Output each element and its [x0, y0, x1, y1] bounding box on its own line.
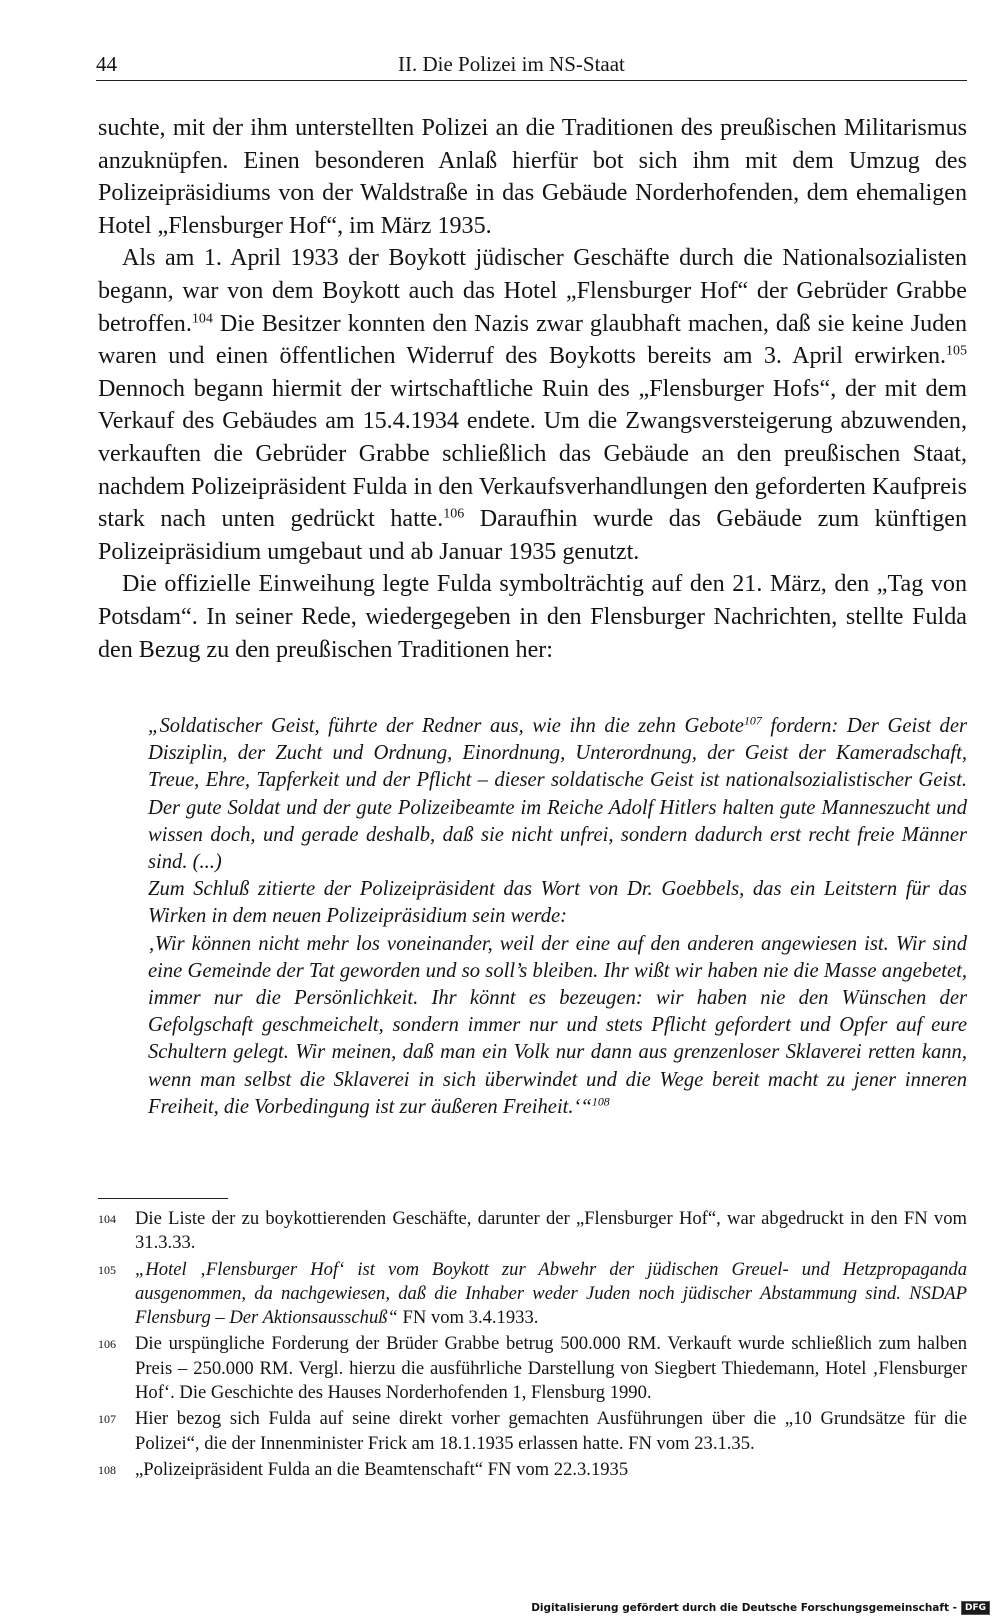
paragraph-1: suchte, mit der ihm unterstellten Polizei an die Traditionen des preußischen Militarismus anzuknüpfen. Einen besonderen Anlaß hierfür bot sich ihm mit dem Umzug des Polizeipräsidiums von der Waldstraße in das Gebäude Norderhofenden, dem ehemaligen Hotel „Flensburger Hof“, im März 1935.: [98, 115, 967, 239]
footnote-text: Die Liste der zu boykottierenden Geschäfte, darunter der „Flensburger Hof“, war abgedruckt in den FN vom 31.3.33.: [135, 1208, 967, 1254]
footnote-108: [98, 1458, 967, 1482]
footnote-text: FN vom 3.4.1933.: [397, 1307, 539, 1329]
footnote-ref-108[interactable]: 108: [591, 1094, 610, 1109]
footnote-number: 107: [98, 1412, 116, 1427]
footnote-number: 105: [98, 1262, 116, 1277]
footnote-text: Die urspüngliche Forderung der Brüder Grabbe betrug 500.000 RM. Verkauft wurde schließlich zum halben Preis – 250.000 RM. Vergl. hierzu die ausführliche Darstellung von Siegbert Thiedemann, Hotel ‚Flensburger Hof‘. Die Geschichte des Hauses Norderhofenden 1, Flensburg 1990.: [135, 1333, 967, 1404]
quote-part-2: Zum Schluß zitierte der Polizeipräsident das Wort von Dr. Goebbels, das ein Leitstern für das Wirken in dem neuen Polizeipräsidium sein werde:: [148, 878, 967, 928]
footnote-divider: [98, 1198, 228, 1199]
paragraph-2-part-1: Als am 1. April 1933 der Boykott jüdischer Geschäfte durch die Nationalsozialisten begann, war von dem Boykott auch das Hotel „Flensburger Hof“ der Gebrüder Grabbe betroffen.: [98, 245, 967, 337]
footnote-text: „Polizeipräsident Fulda an die Beamtenschaft“ FN vom 22.3.1935: [135, 1458, 629, 1480]
footnote-number: 104: [98, 1212, 116, 1226]
footnote-105: [98, 1258, 967, 1331]
paragraph-3: Die offizielle Einweihung legte Fulda symbolträchtig auf den 21. März, den „Tag von Potsdam“. In seiner Rede, wiedergegeben in den Flensburger Nachrichten, stellte Fulda den Bezug zu den preußischen Traditionen her:: [98, 571, 967, 663]
digitization-credit: [531, 1601, 990, 1615]
quote-part-1b: fordern: Der Geist der Disziplin, der Zucht und Ordnung, Einordnung, Unterordnung, der Geist der Kameradschaft, Treue, Ehre, Tapferkeit und der Pflicht – dieser soldatische Geist ist nationalsozialistischer Geist. Der gute Soldat und der gute Polizeibeamte im Reiche Adolf Hitlers halten gute Manneszucht und wissen doch, und gerade deshalb, daß sie nicht unfrei, sondern dadurch erst recht freie Männer sind. (...): [148, 715, 967, 874]
footnotes: [98, 1207, 967, 1484]
paragraph-2: [98, 242, 967, 568]
credit-text: Digitalisierung gefördert durch die Deutsche Forschungsgemeinschaft -: [531, 1602, 957, 1614]
paragraph-2-part-3: Dennoch begann hiermit der wirtschaftliche Ruin des „Flensburger Hofs“, der mit dem Verkauf des Gebäudes am 15.4.1934 endete. Um die Zwangsversteigerung abzuwenden, verkauften die Gebrüder Grabbe schließlich das Gebäude an den preußischen Staat, nachdem Polizeipräsident Fulda in den Verkaufsverhandlungen den geforderten Kaufpreis stark nach unten gedrückt hatte.: [98, 375, 967, 533]
quote-part-3: [148, 931, 967, 1121]
quote-part-3-text: ‚Wir können nicht mehr los voneinander, weil der eine auf den anderen angewiesen ist. Wir sind eine Gemeinde der Tat geworden und so soll’s bleiben. Ihr wißt wir haben nie die Masse angebetet, immer nur die Persönlichkeit. Ihr könnt es bezeugen: wir haben nie den Wünschen der Gefolgschaft geschmeichelt, sondern immer nur und stets Pflicht gefordert und Opfer auf eure Schultern gelegt. Wir meinen, daß man ein Volk nur dann aus grenzenloser Sklaverei retten kann, wenn man selbst die Sklaverei in sich überwindet und die Wege bereit macht zu jener inneren Freiheit, die Vorbedingung ist zur äußeren Freiheit.‘“: [148, 932, 967, 1118]
footnote-number: 106: [98, 1337, 116, 1352]
footnote-ref-106[interactable]: 106: [443, 506, 465, 522]
footnote-text: Hier bezog sich Fulda auf seine direkt vorher gemachten Ausführungen über die „10 Grundsätze für die Polizei“, die der Innenminister Frick am 18.1.1935 erlassen hatte. FN vom 23.1.35.: [135, 1408, 967, 1454]
footnote-number: 108: [98, 1462, 116, 1477]
footnote-104: [98, 1207, 967, 1256]
block-quote: [148, 713, 967, 1121]
page-number: 44: [96, 52, 117, 76]
page-header: [96, 50, 967, 81]
quote-part-1: [148, 713, 967, 876]
footnote-ref-104[interactable]: 104: [191, 310, 213, 326]
footnote-107: [98, 1407, 967, 1456]
quote-part-1a: „Soldatischer Geist, führte der Redner aus, wie ihn die zehn Gebote: [148, 715, 744, 737]
footnote-quote: „Hotel ‚Flensburger Hof‘ ist vom Boykott zur Abwehr der jüdischen Greuel- und Hetzpropaganda ausgenommen, da nachgewiesen, daß die Inhaber weder Juden noch jüdischer Abstammung sind. NSDAP Flensburg – Der Aktionsausschuß“: [135, 1258, 967, 1329]
footnote-106: [98, 1332, 967, 1405]
paragraph-2-part-2: Die Besitzer konnten den Nazis zwar glaubhaft machen, daß sie keine Juden waren und einen öffentlichen Widerruf des Boykotts bereits am 3. April erwirken.: [98, 310, 967, 370]
footnote-ref-105[interactable]: 105: [946, 343, 967, 359]
main-text: [98, 112, 967, 666]
running-head: II. Die Polizei im NS-Staat: [398, 52, 625, 76]
dfg-logo: DFG: [961, 1601, 990, 1615]
footnote-ref-107[interactable]: 107: [743, 713, 762, 728]
paragraph-2-part-4: Daraufhin wurde das Gebäude zum künftigen Polizeipräsidium umgebaut und ab Januar 1935 genutzt.: [98, 506, 967, 565]
